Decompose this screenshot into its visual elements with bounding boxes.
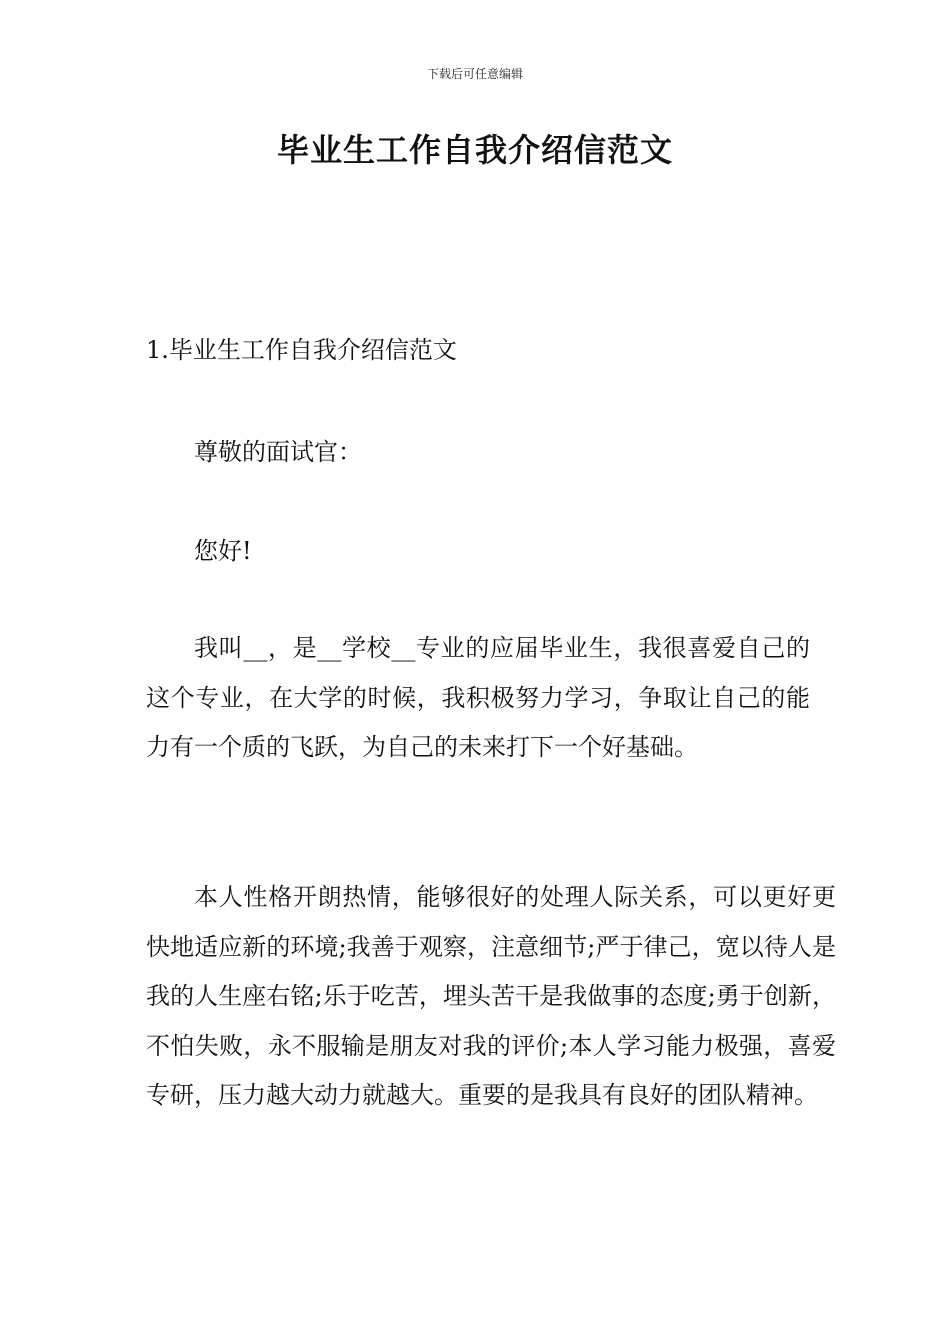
- document-title: 毕业生工作自我介绍信范文: [276, 131, 673, 169]
- section-heading: 1.毕业生工作自我介绍信范文: [146, 336, 457, 364]
- body-paragraph-1: 我叫__，是__学校__专业的应届毕业生，我很喜爱自己的这个专业，在大学的时候，我积极努力学习，争取让自己的能力有一个质的飞跃，为自己的未来打下一个好基础。: [146, 634, 810, 761]
- greeting: 您好!: [194, 537, 252, 565]
- salutation: 尊敬的面试官：: [194, 438, 362, 466]
- header-note: 下载后可任意编辑: [426, 67, 523, 81]
- body-paragraph-2: 本人性格开朗热情，能够很好的处理人际关系，可以更好更快地适应新的环境;我善于观察，注意细节;严于律己，宽以待人是我的人生座右铭;乐于吃苦，埋头苦干是我做事的态度;勇于创新，不怕失败，永不服输是朋友对我的评价;本人学习能力极强，喜爱专研，压力越大动力就越大。重要的是我具有良好的团队精神。: [146, 883, 836, 1109]
